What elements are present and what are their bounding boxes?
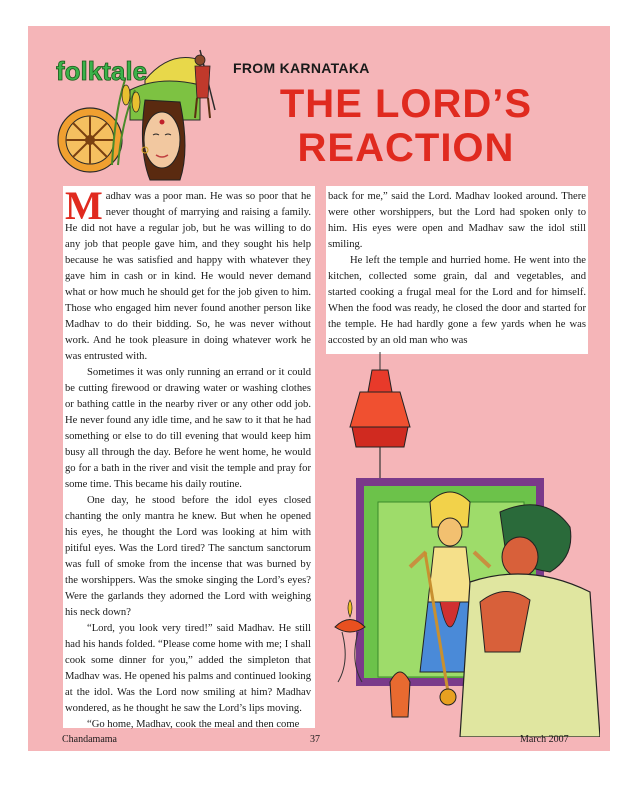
paragraph-2: Sometimes it was only running an errand or it could be cutting firewood or drawing water or washing clothes or bathing cattle in the nearby river or any other odd job. He never found any idle time, and he saw to it that he had something or else to do till evening that would keep him busy all through the day. Before he went home, he would go for a bath in the river and visit the temple and pray for some time. This became his daily routine. [65, 367, 311, 490]
region-kicker: FROM KARNATAKA [233, 60, 370, 76]
temple-illustration [330, 352, 600, 737]
drop-cap: M [65, 183, 103, 228]
title-line-2: REACTION [297, 126, 515, 170]
footer-page-number: 37 [310, 734, 320, 745]
folktale-header-illustration [50, 40, 230, 190]
title-line-1: THE LORD’S [279, 82, 533, 126]
left-text-column [63, 183, 315, 730]
paragraph-7: He left the temple and hurried home. He went into the kitchen, collected some grain, dal and vegetables, and started cooking a frugal meal for the Lord and for himself. When the food was ready, he closed the door and started for the temple. He had hardly gone a few yards when he was accosted by an old man who was [328, 255, 586, 346]
woman-face [142, 100, 185, 180]
story-title [236, 82, 576, 170]
footer-publication: Chandamama [62, 734, 117, 745]
paragraph-5: “Go home, Madhav, cook the meal and then come [87, 719, 300, 730]
right-text-column [326, 186, 588, 354]
urn [390, 672, 410, 717]
paragraph-3: One day, he stood before the idol eyes closed chanting the only mantra he knew. But when he opened his eyes, he thought the Lord was looking at him with pitiful eyes. Was the Lord tired? The sanctum sanctorum was full of smoke from the incense that was burned by the worshippers. Was the smoke singing the Lord’s eyes? Were the garlands they adorned the Lord with weighing his neck down? [65, 495, 311, 618]
paragraph-1-text: adhav was a poor man. He was so poor that he never thought of marrying and raising a family. He did not have a regular job, but he was willing to do any job that people gave him, and they sought his help because he was satisfied and happy with whatever they gave him in cash or in kind. He would never demand what or how much he should get for the job given to him. Those who engaged him never found another person like Madhav to do their bidding. So, he was never without work. And he took pleasure in doing whatever work he was entrusted with. [65, 191, 311, 362]
footer-date: March 2007 [520, 734, 569, 745]
folktale-logo: folktale [56, 56, 148, 86]
paragraph-4: “Lord, you look very tired!” said Madhav. He still had his hands folded. “Please come home with me; I shall cook some dinner for you,” added the simpleton that Madhav was. He opened his palms and continued looking at the idol. Was the Lord now smiling at him? Madhav wondered, as he thought he saw the Lord’s lips moving. [65, 623, 311, 714]
paragraph-1 [65, 183, 311, 365]
paragraph-6: back for me,” said the Lord. Madhav looked around. There were other worshippers, but the Lord had spoken only to him. His eyes were open and Madhav saw the idol still smiling. [328, 191, 586, 250]
hanging-lamp [350, 352, 410, 482]
